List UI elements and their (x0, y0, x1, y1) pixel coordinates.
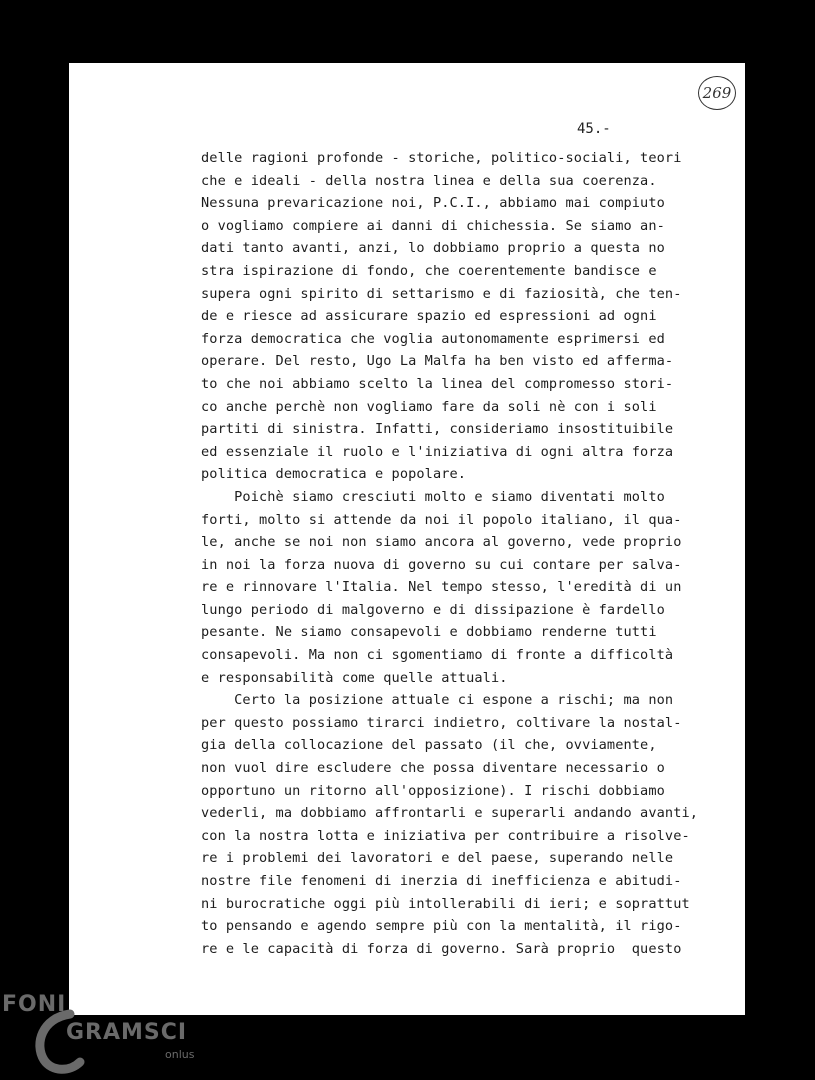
text-line: non vuol dire escludere che possa diventare necessario o (201, 760, 665, 777)
text-line: de e riesce ad assicurare spazio ed espressioni ad ogni (201, 308, 657, 325)
text-line: Nessuna prevaricazione noi, P.C.I., abbiamo mai compiuto (201, 195, 665, 212)
text-line: supera ogni spirito di settarismo e di faziosità, che ten- (201, 285, 682, 302)
text-line: Certo la posizione attuale ci espone a rischi; ma non (201, 692, 674, 709)
text-line: forti, molto si attende da noi il popolo italiano, il qua- (201, 511, 682, 528)
text-line: co anche perchè non vogliamo fare da soli nè con i soli (201, 398, 657, 415)
text-line: operare. Del resto, Ugo La Malfa ha ben visto ed afferma- (201, 353, 674, 370)
text-line: o vogliamo compiere ai danni di chichessia. Se siamo an- (201, 217, 665, 234)
text-line: re e le capacità di forza di governo. Sarà proprio questo (201, 940, 682, 957)
text-line: to che noi abbiamo scelto la linea del compromesso stori- (201, 375, 674, 392)
text-line: forza democratica che voglia autonomamente esprimersi ed (201, 330, 665, 347)
text-line: ni burocratiche oggi più intollerabili di ieri; e soprattut (201, 895, 690, 912)
text-line: le, anche se noi non siamo ancora al governo, vede proprio (201, 534, 682, 551)
text-line: opportuno un ritorno all'opposizione). I rischi dobbiamo (201, 782, 665, 799)
logo-text-line2: GRAMSCI (66, 1020, 188, 1045)
text-line: stra ispirazione di fondo, che coerentemente bandisce e (201, 262, 657, 279)
text-line: lungo periodo di malgoverno e di dissipazione è fardello (201, 601, 665, 618)
text-line: partiti di sinistra. Infatti, consideriamo insostituibile (201, 421, 674, 438)
text-line: re i problemi dei lavoratori e del paese, superando nelle (201, 850, 674, 867)
text-line: e responsabilità come quelle attuali. (201, 669, 508, 686)
text-line: gia della collocazione del passato (il che, ovviamente, (201, 737, 657, 754)
text-line: nostre file fenomeni di inerzia di inefficienza e abitudi- (201, 873, 682, 889)
text-line: to pensando e agendo sempre più con la mentalità, il rigo- (201, 918, 682, 935)
text-line: consapevoli. Ma non ci sgomentiamo di fronte a difficoltà (201, 647, 674, 664)
text-line: pesante. Ne siamo consapevoli e dobbiamo renderne tutti (201, 624, 657, 641)
text-line: politica democratica e popolare. (201, 466, 467, 483)
text-line: che e ideali - della nostra linea e della sua coerenza. (201, 172, 657, 189)
text-line: Poichè siamo cresciuti molto e siamo diventati molto (201, 488, 665, 505)
text-line: per questo possiamo tirarci indietro, coltivare la nostal- (201, 714, 682, 731)
text-line: re e rinnovare l'Italia. Nel tempo stesso, l'eredità di un (201, 579, 682, 596)
text-line: in noi la forza nuova di governo su cui contare per salva- (201, 556, 682, 573)
logo-text-line1: FONI (2, 992, 67, 1017)
typed-text-body (201, 147, 741, 960)
text-line: con la nostra lotta e iniziativa per contribuire a risolve- (201, 827, 690, 844)
text-line: delle ragioni profonde - storiche, politico-sociali, teori (201, 150, 682, 166)
fondazione-gramsci-logo (0, 990, 240, 1080)
text-line: vederli, ma dobbiamo affrontarli e superarli andando avanti, (201, 805, 699, 822)
page-number: 45.- (577, 121, 611, 137)
logo-text-line3: onlus (165, 1048, 195, 1061)
document-page (69, 63, 745, 1015)
text-line: ed essenziale il ruolo e l'iniziativa di ogni altra forza (201, 443, 674, 460)
text-line: dati tanto avanti, anzi, lo dobbiamo proprio a questa no (201, 240, 665, 257)
archive-number-stamp: 269 (698, 76, 736, 110)
